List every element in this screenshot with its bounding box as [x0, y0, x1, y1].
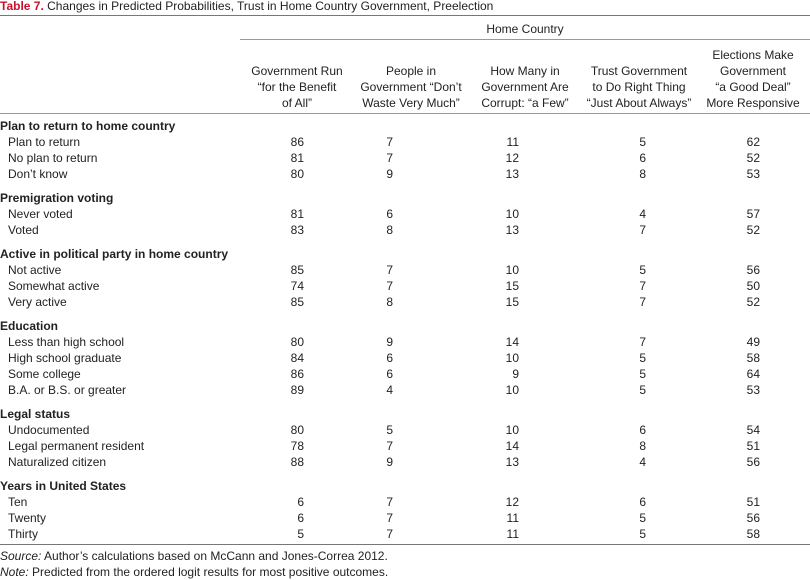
table-cell: 14: [505, 439, 519, 453]
table-cell: 11: [506, 527, 519, 541]
note-label: Note:: [0, 565, 29, 579]
table-cell: 12: [505, 495, 519, 509]
table-cell: 54: [746, 423, 760, 437]
section-heading: [0, 118, 810, 134]
table-row: [0, 454, 810, 470]
table-cell: 10: [505, 263, 519, 277]
table-cell: 56: [746, 263, 760, 277]
table-row: [0, 526, 810, 542]
section-title: Plan to return to home country: [0, 119, 176, 133]
table-cell: 5: [386, 423, 393, 437]
table-cell: 51: [746, 495, 760, 509]
section-heading: [0, 406, 810, 422]
row-label: Twenty: [8, 511, 47, 525]
group-rule: [240, 39, 810, 40]
table-cell: 6: [639, 495, 646, 509]
table-cell: 7: [386, 279, 393, 293]
column-header-1: [240, 45, 354, 111]
row-label: Plan to return: [8, 135, 81, 149]
table-cell: 13: [505, 223, 519, 237]
table-cell: 15: [505, 279, 519, 293]
table-row: [0, 494, 810, 510]
table-cell: 12: [505, 151, 519, 165]
table-cell: 4: [639, 455, 646, 469]
table-row: [0, 278, 810, 294]
table-cell: 80: [290, 167, 304, 181]
table-cell: 5: [639, 511, 646, 525]
column-header-line: Corrupt: “a Few”: [481, 96, 569, 110]
table-cell: 56: [746, 455, 760, 469]
section-heading: [0, 246, 810, 262]
table-cell: 6: [639, 151, 646, 165]
table-cell: 7: [386, 135, 393, 149]
row-label: Very active: [8, 295, 67, 309]
section-title: Premigration voting: [0, 191, 114, 205]
row-label: Somewhat active: [8, 279, 100, 293]
table-cell: 74: [290, 279, 304, 293]
table-caption: [0, 0, 493, 14]
table-cell: 10: [505, 383, 519, 397]
table-row: [0, 222, 810, 238]
table-cell: 8: [639, 439, 646, 453]
table-cell: 86: [290, 135, 304, 149]
row-label: Legal permanent resident: [8, 439, 145, 453]
source-note: [0, 549, 388, 564]
column-header-line: Trust Government: [590, 64, 688, 78]
table-cell: 10: [505, 423, 519, 437]
row-label: Thirty: [8, 527, 38, 541]
row-label: Less than high school: [8, 335, 125, 349]
table-cell: 78: [290, 439, 304, 453]
column-header-5: [696, 45, 810, 111]
table-row: [0, 166, 810, 182]
row-label: Some college: [8, 367, 81, 381]
table-cell: 6: [386, 207, 393, 221]
table-cell: 5: [639, 135, 646, 149]
table-cell: 15: [505, 295, 519, 309]
section-title: Years in United States: [0, 479, 127, 493]
row-label: High school graduate: [8, 351, 122, 365]
section-heading: [0, 478, 810, 494]
table-cell: 7: [386, 511, 393, 525]
table-cell: 10: [505, 351, 519, 365]
column-header-line: People in: [385, 64, 437, 78]
table-cell: 7: [386, 439, 393, 453]
bottom-rule: [0, 544, 810, 545]
column-header-line: How Many in: [490, 64, 560, 78]
section-title: Active in political party in home country: [0, 247, 229, 261]
group-header: Home Country: [486, 22, 564, 36]
table-cell: 52: [746, 151, 760, 165]
column-header-line: of All”: [281, 96, 312, 110]
table-cell: 7: [639, 223, 646, 237]
table-title: Changes in Predicted Probabilities, Trust in Home Country Government, Preelection: [43, 0, 494, 13]
table-cell: 6: [386, 351, 393, 365]
column-header-line: Government Run: [251, 64, 343, 78]
table-cell: 11: [506, 511, 519, 525]
header-rule: [0, 113, 810, 114]
row-label: B.A. or B.S. or greater: [8, 383, 127, 397]
table-row: [0, 510, 810, 526]
table-cell: 51: [746, 439, 760, 453]
column-header-4: [582, 45, 696, 111]
section-heading: [0, 318, 810, 334]
column-header-line: “for the Benefit: [257, 80, 337, 94]
table-cell: 7: [386, 527, 393, 541]
table-cell: 64: [746, 367, 760, 381]
top-rule: [0, 15, 810, 16]
table-cell: 13: [505, 455, 519, 469]
table-row: [0, 422, 810, 438]
column-header-line: “a Good Deal”: [715, 80, 791, 94]
table-cell: 7: [639, 295, 646, 309]
table-cell: 7: [386, 263, 393, 277]
table-cell: 84: [290, 351, 304, 365]
table-cell: 85: [290, 295, 304, 309]
row-label: Voted: [8, 223, 39, 237]
table-row: [0, 438, 810, 454]
table-cell: 8: [386, 223, 393, 237]
table-cell: 6: [386, 367, 393, 381]
table-cell: 52: [746, 223, 760, 237]
table-cell: 7: [386, 495, 393, 509]
table-cell: 88: [290, 455, 304, 469]
table-row: [0, 134, 810, 150]
row-label: Naturalized citizen: [8, 455, 107, 469]
table-cell: 8: [386, 295, 393, 309]
table-cell: 4: [386, 383, 393, 397]
table-cell: 56: [746, 511, 760, 525]
table-cell: 5: [639, 527, 646, 541]
table-cell: 52: [746, 295, 760, 309]
table-cell: 5: [639, 383, 646, 397]
table-cell: 9: [386, 455, 393, 469]
table-cell: 5: [297, 527, 304, 541]
note-text: Predicted from the ordered logit results for most positive outcomes.: [28, 565, 389, 579]
table-cell: 80: [290, 335, 304, 349]
table-cell: 9: [386, 335, 393, 349]
table-cell: 58: [746, 351, 760, 365]
table-cell: 85: [290, 263, 304, 277]
table-cell: 6: [297, 495, 304, 509]
column-header-3: [468, 45, 582, 111]
table-row: [0, 294, 810, 310]
table-cell: 53: [746, 383, 760, 397]
table-cell: 81: [290, 151, 304, 165]
row-label: No plan to return: [8, 151, 98, 165]
column-header-line: “Just About Always”: [586, 96, 692, 110]
row-label: Never voted: [8, 207, 73, 221]
table-cell: 6: [297, 511, 304, 525]
table-cell: 81: [290, 207, 304, 221]
table-cell: 7: [639, 335, 646, 349]
column-header-line: More Responsive: [706, 96, 800, 110]
table-cell: 80: [290, 423, 304, 437]
table-row: [0, 382, 810, 398]
table-row: [0, 334, 810, 350]
table-cell: 10: [505, 207, 519, 221]
table-cell: 8: [639, 167, 646, 181]
row-label: Not active: [8, 263, 62, 277]
table-cell: 50: [746, 279, 760, 293]
table-cell: 53: [746, 167, 760, 181]
table-cell: 62: [746, 135, 760, 149]
row-label: Undocumented: [8, 423, 90, 437]
column-header-line: to Do Right Thing: [592, 80, 686, 94]
row-label: Ten: [8, 495, 28, 509]
table-cell: 4: [639, 207, 646, 221]
section-title: Education: [0, 319, 59, 333]
table-cell: 89: [290, 383, 304, 397]
column-header-2: [354, 45, 468, 111]
table-cell: 14: [505, 335, 519, 349]
table-cell: 86: [290, 367, 304, 381]
table-cell: 7: [386, 151, 393, 165]
row-label: Don’t know: [8, 167, 68, 181]
table-cell: 7: [639, 279, 646, 293]
table-number: Table 7.: [0, 0, 44, 13]
table-cell: 5: [639, 351, 646, 365]
section-title: Legal status: [0, 407, 71, 421]
table-cell: 5: [639, 367, 646, 381]
table-row: [0, 206, 810, 222]
column-header-line: Government “Don’t: [360, 80, 462, 94]
table-cell: 11: [506, 135, 519, 149]
source-text: Author’s calculations based on McCann and Jones-Correa 2012.: [41, 549, 388, 563]
table-cell: 57: [746, 207, 760, 221]
column-header-line: Elections Make: [712, 48, 794, 62]
column-header-line: Government: [719, 64, 787, 78]
table-cell: 9: [512, 367, 519, 381]
table-cell: 5: [639, 263, 646, 277]
table-cell: 49: [746, 335, 760, 349]
note-line: [0, 565, 388, 580]
table-cell: 13: [505, 167, 519, 181]
column-header-line: Waste Very Much”: [362, 96, 460, 110]
table-cell: 6: [639, 423, 646, 437]
source-label: Source:: [0, 549, 42, 563]
section-heading: [0, 190, 810, 206]
table-row: [0, 366, 810, 382]
column-header-line: Government Are: [481, 80, 569, 94]
table-row: [0, 262, 810, 278]
table-row: [0, 150, 810, 166]
table-cell: 83: [290, 223, 304, 237]
table-cell: 58: [746, 527, 760, 541]
table-cell: 9: [386, 167, 393, 181]
table-row: [0, 350, 810, 366]
